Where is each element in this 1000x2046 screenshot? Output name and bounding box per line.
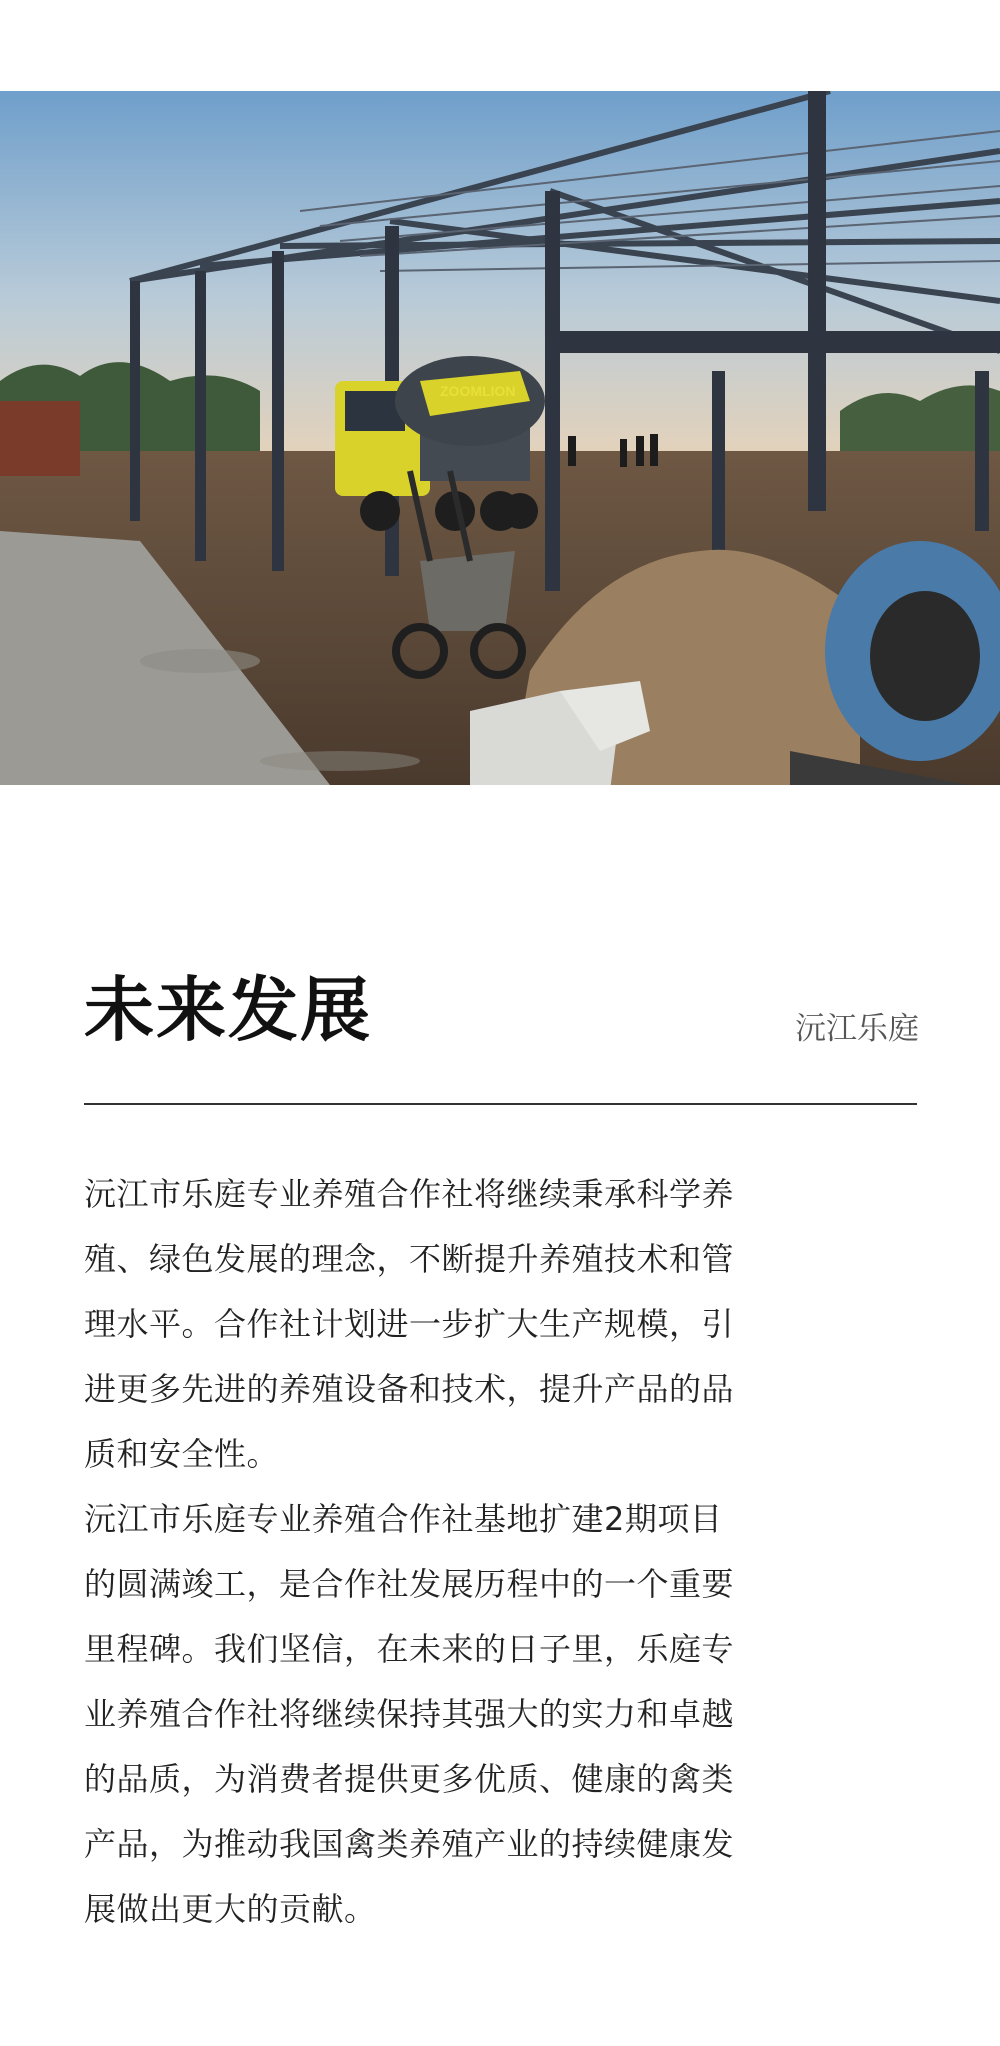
article-body <box>84 1162 734 1942</box>
truck-logo-text: ZOOMLION <box>440 383 516 399</box>
hero-photo <box>0 91 1000 785</box>
construction-site-illustration <box>0 91 1000 785</box>
brand-name: 沅江乐庭 <box>795 1011 919 1047</box>
mezzanine-beam <box>560 331 1000 353</box>
puddle <box>260 751 420 771</box>
section-title: 未来发展 <box>84 969 372 1051</box>
paragraph: 沅江市乐庭专业养殖合作社基地扩建2期项目的圆满竣工，是合作社发展历程中的一个重要里程碑。我们坚信，在未来的日子里，乐庭专业养殖合作社将继续保持其强大的实力和卓越的品质，为消费者提供更多优质、健康的禽类产品，为推动我国禽类养殖产业的持续健康发展做出更大的贡献。 <box>84 1500 735 1928</box>
paragraph: 沅江市乐庭专业养殖合作社将继续秉承科学养殖、绿色发展的理念，不断提升养殖技术和管理水平。合作社计划进一步扩大生产规模，引进更多先进的养殖设备和技术，提升产品的品质和安全性。 <box>84 1175 735 1473</box>
divider <box>84 1103 917 1105</box>
puddle <box>140 649 260 673</box>
dump-truck <box>0 401 80 476</box>
mixer-truck <box>335 356 545 531</box>
